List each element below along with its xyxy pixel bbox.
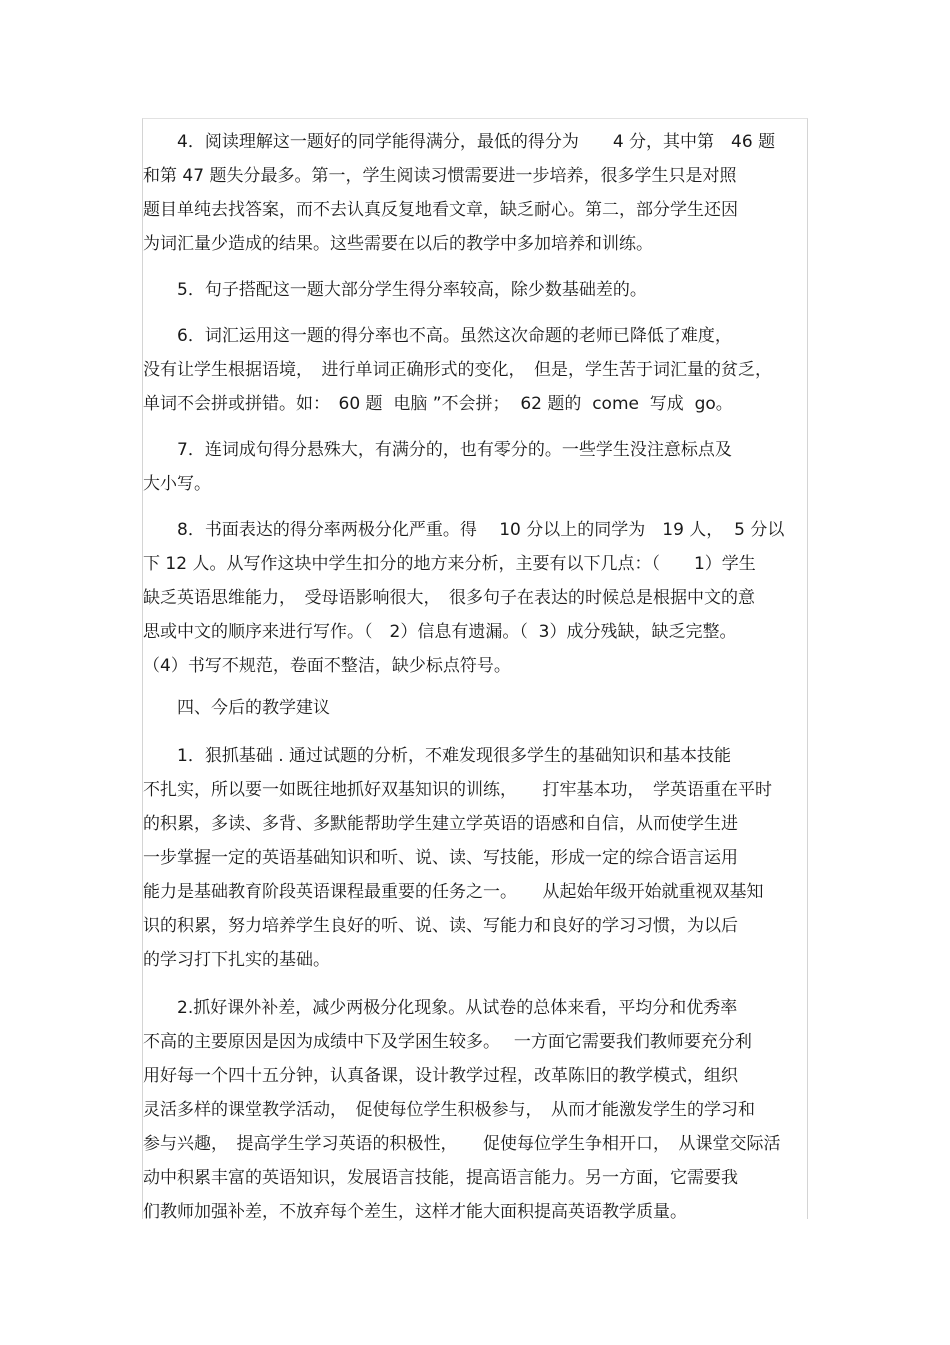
text-line: 6．词汇运用这一题的得分率也不高。虽然这次命题的老师已降低了难度， [143,326,732,346]
paragraph-sentence-matching [143,273,807,307]
text-line: 题目单纯去找答案，而不去认真反复地看文章，缺乏耐心。第二，部分学生还因 [143,200,738,220]
text-line: 为词汇量少造成的结果。这些需要在以后的教学中多加培养和训练。 [143,234,653,254]
text-line: 们教师加强补差，不放弃每个差生，这样才能大面积提高英语教学质量。 [143,1202,687,1222]
section-heading [143,691,807,725]
text-line: 大小写。 [143,474,211,494]
text-line: 1．狠抓基础 . 通过试题的分析，不难发现很多学生的基础知识和基本技能 [143,746,732,766]
text-line: 7．连词成句得分悬殊大，有满分的，也有零分的。一些学生没注意标点及 [143,440,732,460]
text-line: 动中积累丰富的英语知识，发展语言技能，提高语言能力。另一方面，它需要我 [143,1168,738,1188]
text-line: 的学习打下扎实的基础。 [143,950,330,970]
text-line: 一步掌握一定的英语基础知识和听、说、读、写技能，形成一定的综合语言运用 [143,848,738,868]
paragraph-sentence-building [143,433,807,501]
paragraph-written-expression [143,513,807,683]
text-line: 4．阅读理解这一题好的同学能得满分，最低的得分为 4 分，其中第 46 题 [143,132,776,152]
text-line: 的积累，多读、多背、多默能帮助学生建立学英语的语感和自信，从而使学生进 [143,814,738,834]
document-body [143,125,807,1229]
text-line: 缺乏英语思维能力， 受母语影响很大， 很多句子在表达的时候总是根据中文的意 [143,588,755,608]
paragraph-vocabulary-usage [143,319,807,421]
heading-line: 四、今后的教学建议 [143,698,330,718]
text-line: 不高的主要原因是因为成绩中下及学困生较多。 一方面它需要我们教师要充分利 [143,1032,752,1052]
paragraph-suggestion-basics [143,739,807,977]
text-line: 5．句子搭配这一题大部分学生得分率较高，除少数基础差的。 [143,280,647,300]
text-line: 单词不会拼或拼错。如： 60 题 电脑 ”不会拼； 62 题的 come 写成 go。 [143,394,733,414]
text-line: 下 12 人。从写作这块中学生扣分的地方来分析，主要有以下几点：（ 1）学生 [143,554,756,574]
paragraph-suggestion-tutoring [143,991,807,1229]
text-line: 2.抓好课外补差，减少两极分化现象。从试卷的总体来看，平均分和优秀率 [143,998,738,1018]
text-line: 识的积累，努力培养学生良好的听、说、读、写能力和良好的学习习惯，为以后 [143,916,738,936]
text-line: （4）书写不规范，卷面不整洁，缺少标点符号。 [143,656,511,676]
text-line: 不扎实，所以要一如既往地抓好双基知识的训练， 打牢基本功， 学英语重在平时 [143,780,772,800]
text-line: 没有让学生根据语境， 进行单词正确形式的变化， 但是，学生苦于词汇量的贫乏， [143,360,772,380]
text-line: 灵活多样的课堂教学活动， 促使每位学生积极参与， 从而才能激发学生的学习和 [143,1100,755,1120]
text-line: 思或中文的顺序来进行写作。（ 2）信息有遗漏。（ 3）成分残缺，缺乏完整。 [143,622,737,642]
paragraph-reading-comprehension [143,125,807,261]
text-line: 用好每一个四十五分钟，认真备课，设计教学过程，改革陈旧的教学模式，组织 [143,1066,738,1086]
text-line: 能力是基础教育阶段英语课程最重要的任务之一。 从起始年级开始就重视双基知 [143,882,764,902]
text-line: 8．书面表达的得分率两极分化严重。得 10 分以上的同学为 19 人， 5 分以 [143,520,785,540]
text-line: 参与兴趣， 提高学生学习英语的积极性， 促使每位学生争相开口， 从课堂交际活 [143,1134,781,1154]
text-line: 和第 47 题失分最多。第一，学生阅读习惯需要进一步培养，很多学生只是对照 [143,166,737,186]
